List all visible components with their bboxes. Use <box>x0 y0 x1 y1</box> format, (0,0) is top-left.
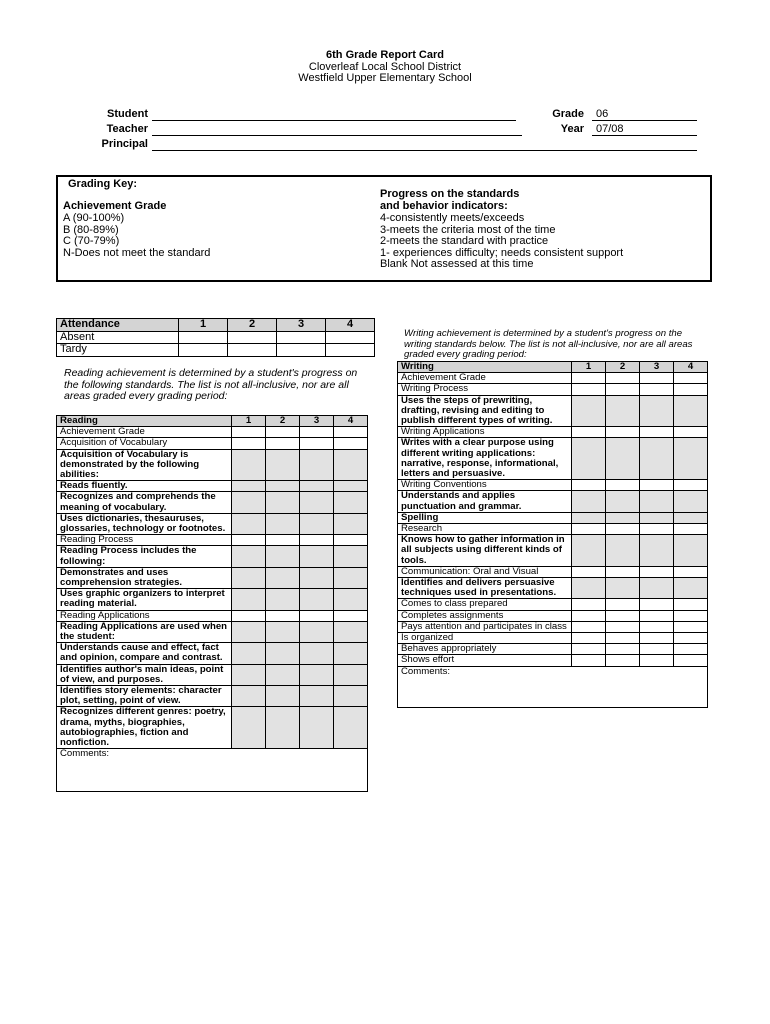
table-row <box>398 427 708 438</box>
grade-cell[interactable] <box>606 578 640 599</box>
grade-cell[interactable] <box>266 546 300 567</box>
writing-standard-label: Achievement Grade <box>398 373 572 384</box>
reading-standard-label: Demonstrates and uses comprehension strategies. <box>57 567 232 588</box>
attendance-header-row <box>57 319 375 332</box>
grade-cell[interactable] <box>640 644 674 655</box>
writing-standard-label: Spelling <box>398 512 572 523</box>
table-row <box>398 644 708 655</box>
reading-standard-label: Reading Applications are used when the student: <box>57 621 232 642</box>
grade-cell[interactable] <box>266 643 300 664</box>
grade-cell[interactable] <box>300 492 334 513</box>
grade-cell[interactable] <box>266 567 300 588</box>
grade-cell[interactable] <box>674 644 708 655</box>
grade-cell[interactable] <box>640 599 674 610</box>
grade-cell[interactable] <box>334 535 368 546</box>
attendance-row-label: Tardy <box>57 344 179 357</box>
writing-standard-label: Identifies and delivers persuasive techniques used in presentations. <box>398 578 572 599</box>
grade-cell[interactable] <box>640 566 674 577</box>
progress-item: 1- experiences difficulty; needs consistent support <box>380 246 624 259</box>
reading-standard-label: Uses graphic organizers to interpret reading material. <box>57 589 232 610</box>
reading-standard-label: Reading Applications <box>57 610 232 621</box>
grade-cell[interactable] <box>326 344 375 357</box>
grade-cell[interactable] <box>640 395 674 427</box>
grade-cell[interactable] <box>640 524 674 535</box>
grade-cell[interactable] <box>572 395 606 427</box>
grade-cell[interactable] <box>334 707 368 749</box>
grade-cell[interactable] <box>334 449 368 481</box>
quarter-header: 2 <box>606 362 640 373</box>
quarter-header: 3 <box>640 362 674 373</box>
grade-cell[interactable] <box>334 492 368 513</box>
writing-standard-label: Behaves appropriately <box>398 644 572 655</box>
table-row <box>398 395 708 427</box>
achievement-item: A (90-100%) <box>63 212 125 224</box>
grade-cell[interactable] <box>228 344 277 357</box>
grade-cell[interactable] <box>572 655 606 666</box>
grade-cell[interactable] <box>228 331 277 344</box>
grade-cell[interactable] <box>300 427 334 438</box>
grade-cell[interactable] <box>674 621 708 632</box>
grade-cell[interactable] <box>300 686 334 707</box>
table-row <box>57 449 368 481</box>
grade-cell[interactable] <box>266 610 300 621</box>
grading-key-title: Grading Key: <box>68 178 138 190</box>
grade-cell[interactable] <box>674 655 708 666</box>
writing-standard-label: Uses the steps of prewriting, drafting, revising and editing to publish different types of writing. <box>398 395 572 427</box>
principal-field[interactable] <box>152 150 697 151</box>
grade-cell[interactable] <box>674 480 708 491</box>
table-row <box>57 331 375 344</box>
quarter-header: 4 <box>334 416 368 427</box>
year-value: 07/08 <box>596 123 624 135</box>
district-name: Cloverleaf Local School District <box>308 61 462 73</box>
grade-cell[interactable] <box>300 707 334 749</box>
table-row <box>57 492 368 513</box>
grade-cell[interactable] <box>674 524 708 535</box>
grade-cell[interactable] <box>300 438 334 449</box>
grade-cell[interactable] <box>640 610 674 621</box>
grade-cell[interactable] <box>572 373 606 384</box>
reading-header: Reading <box>57 416 232 427</box>
quarter-header: 1 <box>572 362 606 373</box>
grade-cell[interactable] <box>606 373 640 384</box>
progress-title-2: and behavior indicators: <box>380 200 508 212</box>
table-row <box>57 589 368 610</box>
grade-cell[interactable] <box>640 491 674 512</box>
grade-cell[interactable] <box>266 438 300 449</box>
grade-cell[interactable] <box>572 438 606 480</box>
grade-cell[interactable] <box>266 686 300 707</box>
grade-cell[interactable] <box>572 512 606 523</box>
grade-cell[interactable] <box>266 707 300 749</box>
writing-header: Writing <box>398 362 572 373</box>
grade-cell[interactable] <box>674 491 708 512</box>
grade-cell[interactable] <box>640 535 674 567</box>
grade-cell[interactable] <box>606 427 640 438</box>
quarter-header: 3 <box>277 319 326 332</box>
grade-cell[interactable] <box>674 599 708 610</box>
grade-cell[interactable] <box>300 449 334 481</box>
grade-cell[interactable] <box>640 384 674 395</box>
grade-cell[interactable] <box>606 599 640 610</box>
reading-standard-label: Identifies author's main ideas, point of view, and purposes. <box>57 664 232 685</box>
writing-standard-label: Communication: Oral and Visual <box>398 566 572 577</box>
reading-standard-label: Achievement Grade <box>57 427 232 438</box>
grade-cell[interactable] <box>674 373 708 384</box>
reading-standard-label: Reading Process <box>57 535 232 546</box>
table-row <box>398 480 708 491</box>
table-row <box>57 535 368 546</box>
grade-value: 06 <box>596 108 609 120</box>
grade-cell[interactable] <box>572 621 606 632</box>
grade-cell[interactable] <box>606 491 640 512</box>
grade-cell[interactable] <box>334 610 368 621</box>
grade-cell[interactable] <box>572 633 606 644</box>
grade-cell[interactable] <box>179 331 228 344</box>
quarter-header: 1 <box>179 319 228 332</box>
writing-standard-label: Completes assignments <box>398 610 572 621</box>
writing-standard-label: Pays attention and participates in class <box>398 621 572 632</box>
grade-cell[interactable] <box>232 513 266 534</box>
year-label: Year <box>560 123 584 135</box>
grade-cell[interactable] <box>300 535 334 546</box>
grade-cell[interactable] <box>300 481 334 492</box>
grade-cell[interactable] <box>674 427 708 438</box>
grade-cell[interactable] <box>606 535 640 567</box>
grade-cell[interactable] <box>640 578 674 599</box>
grade-cell[interactable] <box>606 480 640 491</box>
grade-cell[interactable] <box>572 566 606 577</box>
table-row <box>57 567 368 588</box>
table-row <box>57 427 368 438</box>
grade-cell[interactable] <box>266 621 300 642</box>
grade-cell[interactable] <box>674 610 708 621</box>
table-row <box>398 535 708 567</box>
grade-cell[interactable] <box>334 427 368 438</box>
grade-cell[interactable] <box>300 513 334 534</box>
grade-cell[interactable] <box>640 373 674 384</box>
grade-cell[interactable] <box>572 491 606 512</box>
grade-cell[interactable] <box>232 449 266 481</box>
grade-cell[interactable] <box>334 481 368 492</box>
grade-cell[interactable] <box>334 664 368 685</box>
table-row <box>398 655 708 666</box>
grade-cell[interactable] <box>232 686 266 707</box>
grade-cell[interactable] <box>232 621 266 642</box>
table-row <box>57 438 368 449</box>
writing-standard-label: Writing Process <box>398 384 572 395</box>
reading-standard-label: Reads fluently. <box>57 481 232 492</box>
progress-item: 2-meets the standard with practice <box>380 235 549 247</box>
grade-cell[interactable] <box>300 567 334 588</box>
grade-cell[interactable] <box>640 633 674 644</box>
grade-cell[interactable] <box>606 644 640 655</box>
grade-cell[interactable] <box>334 686 368 707</box>
table-row <box>57 513 368 534</box>
table-row <box>398 438 708 480</box>
writing-standard-label: Writing Conventions <box>398 480 572 491</box>
grade-cell[interactable] <box>277 344 326 357</box>
writing-standard-label: Research <box>398 524 572 535</box>
grade-cell[interactable] <box>674 512 708 523</box>
grade-cell[interactable] <box>606 524 640 535</box>
grade-cell[interactable] <box>606 610 640 621</box>
grade-cell[interactable] <box>572 524 606 535</box>
table-row <box>57 686 368 707</box>
attendance-header: Attendance <box>57 319 179 332</box>
table-row <box>398 621 708 632</box>
grade-cell[interactable] <box>232 427 266 438</box>
grade-cell[interactable] <box>606 633 640 644</box>
grade-cell[interactable] <box>640 438 674 480</box>
table-row <box>57 621 368 642</box>
writing-standard-label: Knows how to gather information in all subjects using different kinds of tools. <box>398 535 572 567</box>
grade-cell[interactable] <box>674 566 708 577</box>
reading-standard-label: Recognizes and comprehends the meaning of vocabulary. <box>57 492 232 513</box>
grade-cell[interactable] <box>674 384 708 395</box>
grade-cell[interactable] <box>334 621 368 642</box>
grade-cell[interactable] <box>334 589 368 610</box>
grade-cell[interactable] <box>334 643 368 664</box>
grade-cell[interactable] <box>334 513 368 534</box>
writing-table <box>397 361 708 708</box>
grade-cell[interactable] <box>572 610 606 621</box>
grade-cell[interactable] <box>300 621 334 642</box>
writing-comments-row <box>398 666 708 707</box>
table-row <box>57 481 368 492</box>
grade-cell[interactable] <box>232 567 266 588</box>
reading-standard-label: Reading Process includes the following: <box>57 546 232 567</box>
grade-cell[interactable] <box>572 384 606 395</box>
grade-cell[interactable] <box>232 546 266 567</box>
principal-label: Principal <box>101 138 148 150</box>
grade-cell[interactable] <box>674 535 708 567</box>
grade-cell[interactable] <box>606 438 640 480</box>
grade-cell[interactable] <box>640 480 674 491</box>
writing-standard-label: Shows effort <box>398 655 572 666</box>
grade-cell[interactable] <box>266 492 300 513</box>
report-title: 6th Grade Report Card <box>326 49 444 61</box>
grade-cell[interactable] <box>266 481 300 492</box>
writing-comments[interactable]: Comments: <box>398 666 708 707</box>
grade-cell[interactable] <box>232 535 266 546</box>
reading-intro: Reading achievement is determined by a student's progress on the following standards. The list is not all-inclusive, nor are all areas graded every grading period: <box>64 367 358 402</box>
writing-standard-label: Is organized <box>398 633 572 644</box>
teacher-field[interactable] <box>152 135 522 136</box>
quarter-header: 3 <box>300 416 334 427</box>
grade-cell[interactable] <box>606 512 640 523</box>
quarter-header: 4 <box>674 362 708 373</box>
attendance-table <box>56 318 375 357</box>
grade-cell[interactable] <box>572 427 606 438</box>
grade-cell[interactable] <box>300 546 334 567</box>
grade-cell[interactable] <box>232 610 266 621</box>
reading-header-row <box>57 416 368 427</box>
progress-item: 3-meets the criteria most of the time <box>380 223 556 236</box>
reading-table <box>56 415 368 792</box>
quarter-header: 2 <box>266 416 300 427</box>
grade-cell[interactable] <box>572 535 606 567</box>
table-row <box>398 491 708 512</box>
achievement-title: Achievement Grade <box>63 200 167 212</box>
reading-comments-row <box>57 749 368 792</box>
table-row <box>398 512 708 523</box>
reading-standard-label: Understands cause and effect, fact and opinion, compare and contrast. <box>57 643 232 664</box>
table-row <box>57 610 368 621</box>
writing-standard-label: Comes to class prepared <box>398 599 572 610</box>
grade-cell[interactable] <box>606 395 640 427</box>
grade-label: Grade <box>552 108 584 120</box>
student-label: Student <box>107 108 148 120</box>
teacher-label: Teacher <box>106 123 148 135</box>
achievement-item: B (80-89%) <box>63 223 119 236</box>
reading-standard-label: Uses dictionaries, thesauruses, glossaries, technology or footnotes. <box>57 513 232 534</box>
grade-cell[interactable] <box>572 480 606 491</box>
grading-key-box <box>56 175 712 282</box>
table-row <box>398 633 708 644</box>
grade-cell[interactable] <box>640 655 674 666</box>
school-name: Westfield Upper Elementary School <box>298 72 472 84</box>
grade-cell[interactable] <box>266 664 300 685</box>
table-row <box>57 664 368 685</box>
quarter-header: 1 <box>232 416 266 427</box>
table-row <box>57 643 368 664</box>
reading-standard-label: Recognizes different genres: poetry, drama, myths, biographies, autobiographies, fiction and nonfiction. <box>57 707 232 749</box>
grade-cell[interactable] <box>572 578 606 599</box>
achievement-item: C (70-79%) <box>63 235 120 247</box>
table-row <box>398 524 708 535</box>
grade-cell[interactable] <box>232 707 266 749</box>
grade-cell[interactable] <box>266 449 300 481</box>
grade-cell[interactable] <box>334 546 368 567</box>
grade-cell[interactable] <box>277 331 326 344</box>
table-row <box>398 384 708 395</box>
progress-item: Blank Not assessed at this time <box>380 258 534 270</box>
grade-cell[interactable] <box>179 344 228 357</box>
grade-cell[interactable] <box>674 578 708 599</box>
grade-cell[interactable] <box>300 589 334 610</box>
grade-cell[interactable] <box>674 438 708 480</box>
grade-cell[interactable] <box>334 438 368 449</box>
grade-cell[interactable] <box>232 492 266 513</box>
grade-cell[interactable] <box>266 535 300 546</box>
progress-item: 4-consistently meets/exceeds <box>380 212 525 224</box>
writing-header-row <box>398 362 708 373</box>
progress-title: Progress on the standards <box>380 188 520 200</box>
grade-cell[interactable] <box>232 589 266 610</box>
grade-cell[interactable] <box>232 438 266 449</box>
attendance-row-label: Absent <box>57 331 179 344</box>
grade-cell[interactable] <box>606 621 640 632</box>
grade-cell[interactable] <box>266 513 300 534</box>
student-field[interactable] <box>152 120 516 121</box>
grade-cell[interactable] <box>300 610 334 621</box>
reading-standard-label: Acquisition of Vocabulary is demonstrated by the following abilities: <box>57 449 232 481</box>
grade-cell[interactable] <box>300 664 334 685</box>
table-row <box>398 566 708 577</box>
quarter-header: 4 <box>326 319 375 332</box>
reading-standard-label: Identifies story elements: character plot, setting, point of view. <box>57 686 232 707</box>
table-row <box>398 578 708 599</box>
grade-cell[interactable] <box>300 643 334 664</box>
table-row <box>398 599 708 610</box>
reading-standard-label: Acquisition of Vocabulary <box>57 438 232 449</box>
grade-cell[interactable] <box>640 427 674 438</box>
grade-cell[interactable] <box>674 395 708 427</box>
grade-cell[interactable] <box>232 481 266 492</box>
achievement-item: N-Does not meet the standard <box>63 246 211 259</box>
table-row <box>57 707 368 749</box>
grade-cell[interactable] <box>232 664 266 685</box>
writing-standard-label: Understands and applies punctuation and grammar. <box>398 491 572 512</box>
grade-cell[interactable] <box>640 621 674 632</box>
table-row <box>57 344 375 357</box>
grade-cell[interactable] <box>266 589 300 610</box>
table-row <box>398 610 708 621</box>
writing-standard-label: Writes with a clear purpose using different writing applications: narrative, response, informational, letters and persuasive. <box>398 438 572 480</box>
grade-cell[interactable] <box>606 566 640 577</box>
grade-cell[interactable] <box>326 331 375 344</box>
grade-cell[interactable] <box>640 512 674 523</box>
grade-cell[interactable] <box>606 655 640 666</box>
grade-cell[interactable] <box>572 644 606 655</box>
reading-comments[interactable]: Comments: <box>57 749 368 792</box>
writing-intro: Writing achievement is determined by a student's progress on the writing standards below. The list is not all-inclusive, nor are all areas graded every grading period: <box>404 328 693 360</box>
grade-cell[interactable] <box>572 599 606 610</box>
grade-cell[interactable] <box>674 633 708 644</box>
writing-standard-label: Writing Applications <box>398 427 572 438</box>
quarter-header: 2 <box>228 319 277 332</box>
table-row <box>398 373 708 384</box>
grade-cell[interactable] <box>232 643 266 664</box>
grade-cell[interactable] <box>334 567 368 588</box>
grade-cell[interactable] <box>266 427 300 438</box>
table-row <box>57 546 368 567</box>
grade-cell[interactable] <box>606 384 640 395</box>
